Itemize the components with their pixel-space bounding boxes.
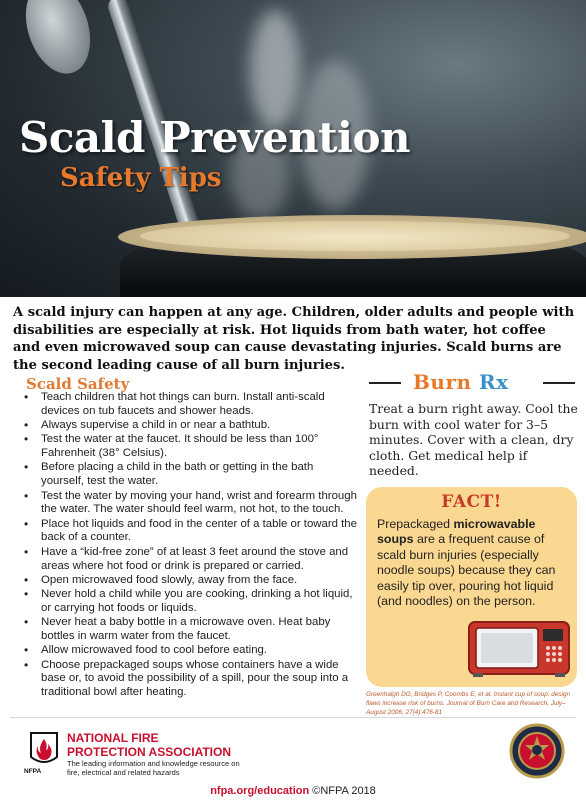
intro-paragraph: A scald injury can happen at any age. Children, older adults and people with disabilities are especially at risk. Hot liquids from bath water, hot coffee and even microwaved soup can cause devastating injuries. Scald burns are the second leading cause of all burn injuries. — [13, 305, 575, 373]
list-item: • Never heat a baby bottle in a microwave oven. Heat baby bottles in warm water from the faucet. — [22, 616, 357, 644]
fact-text-part: Prepackaged — [377, 517, 454, 531]
footer-url-line — [0, 785, 586, 797]
copyright: ©NFPA 2018 — [312, 785, 376, 797]
education-link[interactable]: nfpa.org/education — [210, 785, 310, 797]
scald-safety-heading: Scald Safety — [26, 375, 130, 393]
divider-line — [369, 382, 401, 384]
list-item: • Test the water at the faucet. It should be less than 100° Fahrenheit (38° Celsius). — [22, 433, 357, 461]
list-item: • Open microwaved food slowly, away from the face. — [22, 574, 357, 588]
page-subtitle: Safety Tips — [60, 163, 222, 193]
list-item: • Have a “kid-free zone” of at least 3 feet around the stove and areas where hot food or drink is prepared or carried. — [22, 546, 357, 574]
scald-safety-list — [22, 391, 357, 701]
burn-rx-text: Treat a burn right away. Cool the burn with cool water for 3–5 minutes. Cover with a clean, dry cloth. Get medical help if needed. — [369, 401, 578, 479]
list-item: • Never hold a child while you are cooking, drinking a hot liquid, or carrying hot foods or liquids. — [22, 588, 357, 616]
list-item: • Choose prepackaged soups whose containers have a wide base or, to avoid the possibility of a spill, pour the soup into a traditional bowl after heating. — [22, 659, 357, 700]
spoon-graphic — [15, 0, 101, 82]
burn-rx-heading — [369, 371, 575, 393]
org-name — [67, 732, 267, 759]
burn-rx-title-word: Burn — [413, 370, 472, 394]
divider-line — [543, 382, 575, 384]
rx-title-word: Rx — [479, 370, 509, 394]
list-item: • Before placing a child in the bath or getting in the bath yourself, test the water. — [22, 461, 357, 489]
fire-department-badge-icon — [509, 723, 565, 779]
list-item: • Allow microwaved food to cool before eating. — [22, 644, 357, 658]
footer-divider — [10, 717, 576, 718]
fact-text-bold: microwavable soups — [377, 517, 536, 547]
list-item: • Teach children that hot things can burn. Install anti-scald devices on tub faucets and shower heads. — [22, 391, 357, 419]
burn-rx-title — [413, 370, 509, 394]
fact-text-part: are a frequent cause of scald burn injuries (especially noodle soups) because they can easily tip over, pouring hot liquid (and noodles) on the person. — [377, 532, 556, 609]
microwave-icon — [467, 620, 571, 678]
page-title: Scald Prevention — [19, 113, 411, 162]
fact-text — [377, 517, 569, 609]
org-name-line: PROTECTION ASSOCIATION — [67, 744, 232, 759]
hot-liquid-graphic — [140, 221, 570, 251]
fact-heading: FACT! — [441, 492, 502, 512]
steam-graphic — [250, 10, 300, 130]
fact-reference: Greenhalgh DG, Bridges P, Coombs E, et al. Instant cup of soup: design flaws increase risk of burns. Journal of Burn Care and Research, July–August 2006; 27(4):476-81 — [366, 691, 571, 716]
org-tagline: The leading information and knowledge resource on fire, electrical and related hazards — [67, 759, 240, 777]
nfpa-logo-text: NFPA — [24, 768, 42, 775]
list-item: • Always supervise a child in or near a bathtub. — [22, 419, 357, 433]
hero-banner — [0, 0, 586, 297]
fact-box — [366, 487, 577, 687]
org-name-line: NATIONAL FIRE — [67, 731, 159, 745]
list-item: • Place hot liquids and food in the center of a table or toward the back of a counter. — [22, 518, 357, 546]
list-item: • Test the water by moving your hand, wrist and forearm through the water. The water should feel warm, not hot, to the touch. — [22, 490, 357, 518]
